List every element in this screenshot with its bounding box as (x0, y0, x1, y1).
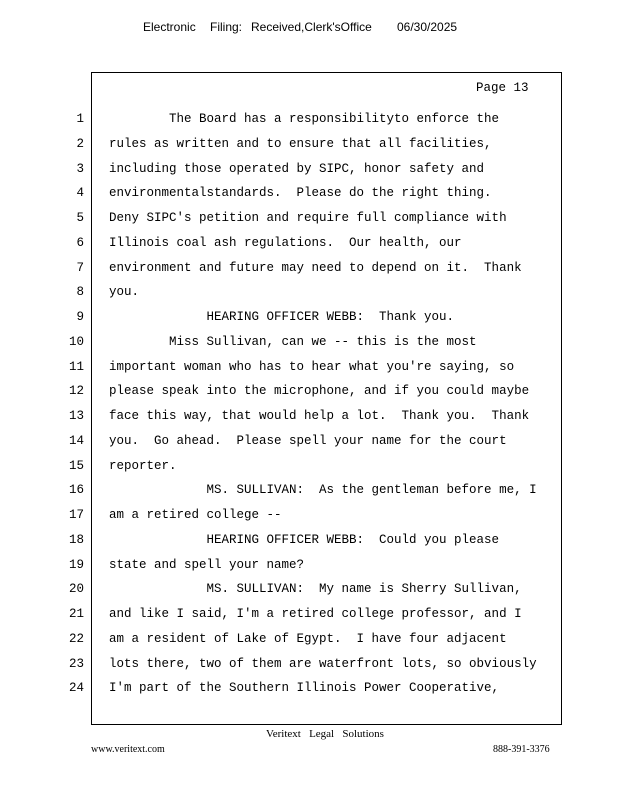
line-number: 22 (68, 631, 84, 646)
transcript-line: you. (109, 285, 140, 300)
line-number: 5 (76, 211, 84, 225)
footer-company: Veritext Legal Solutions (266, 728, 384, 740)
line-number: 3 (76, 161, 84, 176)
line-number: 19 (68, 557, 84, 572)
line-number: 8 (76, 285, 84, 300)
line-number: 17 (68, 508, 84, 522)
transcript-line: am a resident of Lake of Egypt. I have four adjacent (109, 631, 507, 646)
footer-phone: 888-391-3376 (493, 744, 550, 755)
line-number: 24 (68, 681, 84, 696)
transcript-line: HEARING OFFICER WEBB: Thank you. (109, 310, 455, 324)
transcript-line: reporter. (109, 458, 177, 473)
line-number: 9 (76, 310, 84, 324)
header-date: 06/30/2025 (397, 20, 458, 34)
transcript-line: including those operated by SIPC, honor safety and (109, 161, 485, 176)
transcript-line: important woman who has to hear what you're saying, so (109, 359, 515, 374)
line-number: 16 (68, 483, 84, 498)
transcript-line: Illinois coal ash regulations. Our health, our (109, 235, 462, 250)
line-number: 15 (68, 458, 84, 473)
line-number: 4 (76, 186, 84, 201)
line-number: 12 (68, 384, 84, 399)
line-number: 14 (68, 433, 84, 448)
transcript-line: environmentalstandards. Please do the right thing. (109, 186, 492, 201)
line-number: 20 (68, 582, 84, 597)
transcript-line: state and spell your name? (109, 557, 305, 572)
transcript-body (109, 110, 549, 704)
page-number: Page 13 (476, 81, 529, 95)
line-number: 7 (76, 260, 84, 275)
header-filing-label: Filing: (210, 20, 243, 34)
line-number: 11 (68, 359, 84, 374)
line-number: 2 (76, 136, 84, 151)
header-received-label: Received,Clerk'sOffice (251, 20, 372, 34)
footer-website: www.veritext.com (91, 744, 165, 755)
header-electronic-label: Electronic (143, 20, 196, 34)
transcript-line: you. Go ahead. Please spell your name for the court (109, 433, 507, 448)
transcript-line: Deny SIPC's petition and require full compliance with (109, 211, 507, 225)
transcript-line: lots there, two of them are waterfront lots, so obviously (109, 656, 537, 671)
line-number: 23 (68, 656, 84, 671)
transcript-line: I'm part of the Southern Illinois Power Cooperative, (109, 681, 500, 696)
transcript-line: am a retired college -- (109, 508, 282, 522)
line-number: 13 (68, 409, 84, 423)
transcript-line: The Board has a responsibilityto enforce the (109, 112, 500, 126)
line-number: 10 (68, 334, 84, 349)
line-number: 6 (76, 235, 84, 250)
transcript-line: MS. SULLIVAN: As the gentleman before me, I (109, 483, 537, 498)
line-number: 18 (68, 532, 84, 547)
transcript-line: Miss Sullivan, can we -- this is the most (109, 334, 477, 349)
transcript-line: face this way, that would help a lot. Thank you. Thank (109, 409, 530, 423)
transcript-line: MS. SULLIVAN: My name is Sherry Sullivan, (109, 582, 522, 597)
transcript-line: and like I said, I'm a retired college professor, and I (109, 607, 522, 621)
transcript-line: HEARING OFFICER WEBB: Could you please (109, 532, 500, 547)
transcript-line: please speak into the microphone, and if you could maybe (109, 384, 530, 399)
line-number: 21 (68, 607, 84, 621)
transcript-line: environment and future may need to depend on it. Thank (109, 260, 522, 275)
line-number-column (56, 110, 84, 704)
transcript-line: rules as written and to ensure that all facilities, (109, 136, 492, 151)
line-number: 1 (76, 112, 84, 126)
